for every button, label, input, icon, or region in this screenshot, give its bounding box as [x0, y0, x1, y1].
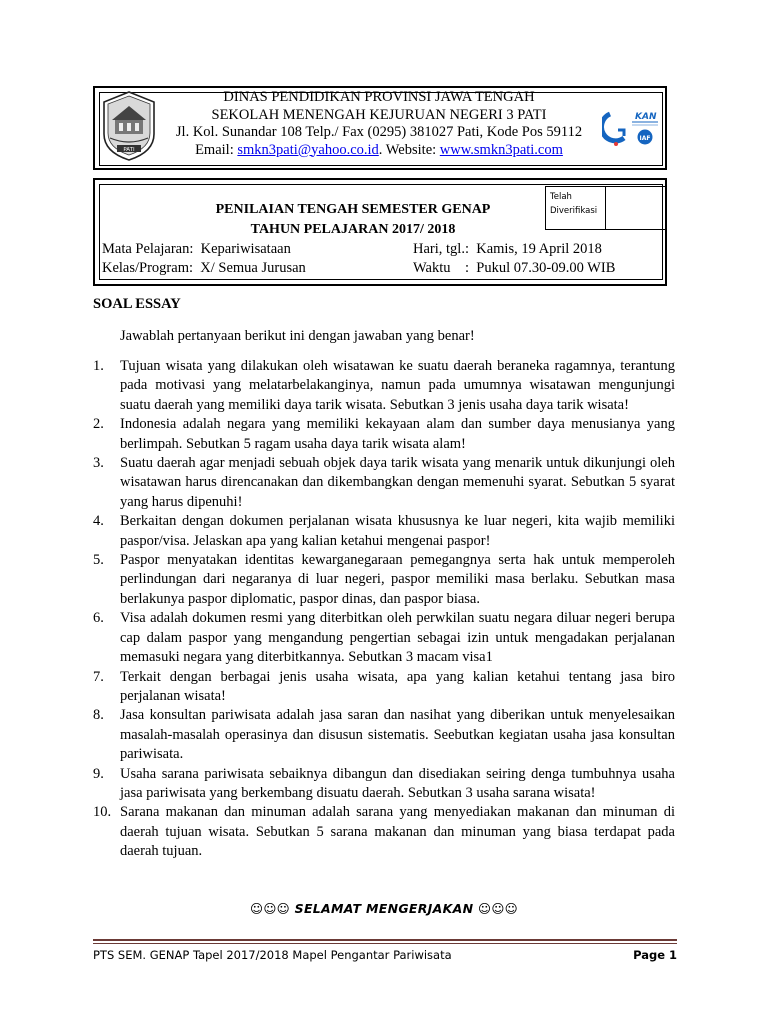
- question-text: Visa adalah dokumen resmi yang diterbitkan oleh perwkilan suatu negara diluar negeri berupa cap dalam paspor yang mengandung pengertian sebagai izin untuk mengadakan perjalanan memasuki negara yang diterbitkannya. Sebutkan 3 macam visa1: [120, 610, 675, 666]
- crest-icon: [100, 90, 158, 162]
- question-text: Terkait dengan berbagai jenis usaha wisata, apa yang kalian ketahui tentang jasa biro perjalanan wisata!: [120, 668, 675, 704]
- school-crest-logo: [100, 90, 158, 162]
- academic-year: TAHUN PELAJARAN 2017/ 2018: [250, 222, 456, 237]
- question-number: 4.: [93, 513, 104, 530]
- svg-text:KAN: KAN: [635, 112, 657, 122]
- website-label: . Website:: [378, 141, 440, 158]
- email-label: Email:: [195, 141, 238, 158]
- question-item: [93, 357, 675, 415]
- question-item: [93, 668, 675, 707]
- letterhead-text: [159, 89, 599, 159]
- question-list: [93, 357, 675, 862]
- question-item: [93, 454, 675, 512]
- question-text: Berkaitan dengan dokumen perjalanan wisata khususnya ke luar negeri, kita wajib memiliki paspor/visa. Jelaskan apa yang kalian ketahui mengenai paspor!: [120, 513, 675, 549]
- email-link[interactable]: smkn3pati@yahoo.co.id: [237, 141, 379, 158]
- school-address: Jl. Kol. Sunandar 108 Telp./ Fax (0295) 381027 Pati, Kode Pos 59112: [175, 124, 583, 140]
- question-item: [93, 512, 675, 551]
- subject-field: Mata Pelajaran: Kepariwisataan: [102, 241, 291, 257]
- certification-icon: [602, 108, 662, 148]
- question-number: 7.: [93, 668, 104, 685]
- question-text: Jasa konsultan pariwisata adalah jasa saran dan nasihat yang diberikan untuk menyelesaikan masalah-masalah operasinya dan disusun sistematis. Seebutkan kegiatan usaha jasa konsultan pariwisata.: [120, 707, 675, 763]
- question-number: 6.: [93, 610, 104, 627]
- question-item: [93, 765, 675, 804]
- question-number: 1.: [93, 358, 104, 374]
- agency-name: DINAS PENDIDIKAN PROVINSI JAWA TENGAH: [223, 89, 535, 105]
- section-title: SOAL ESSAY: [93, 296, 181, 312]
- closing-message: ☺☺☺ SELAMAT MENGERJAKAN ☺☺☺: [250, 901, 518, 916]
- question-item: [93, 551, 675, 609]
- question-number: 2.: [93, 416, 104, 433]
- contact-line: [159, 142, 599, 160]
- verified-label: Telah Diverifikasi: [546, 187, 606, 229]
- date-field: Hari, tgl.: Kamis, 19 April 2018: [413, 241, 602, 257]
- question-number: 10.: [93, 804, 112, 821]
- exam-title: PENILAIAN TENGAH SEMESTER GENAP: [215, 202, 491, 217]
- footer-course-info: PTS SEM. GENAP Tapel 2017/2018 Mapel Pengantar Pariwisata: [93, 948, 452, 962]
- question-number: 5.: [93, 552, 104, 569]
- svg-text:PATI: PATI: [123, 147, 135, 153]
- question-text: Sarana makanan dan minuman adalah sarana yang menyediakan makanan dan minuman di daerah tujuan wisata. Sebutkan 5 sarana makanan dan minuman yang biasa terdapat pada daerah tujuan.: [120, 804, 675, 860]
- question-text: Indonesia adalah negara yang memiliki kekayaan alam dan sumber daya menusianya yang berlimpah. Sebutkan 5 ragam usaha daya tarik wisata alam!: [120, 416, 675, 452]
- question-text: Suatu daerah agar menjadi sebuah objek daya tarik wisata yang menarik untuk dikunjungi oleh wisatawan harus direncanakan dan dikembangkan dengan memenuhi syarat. Sebutkan 5 syarat yang harus dipenuhi!: [120, 455, 675, 510]
- question-item: [93, 415, 675, 454]
- question-number: 8.: [93, 707, 104, 724]
- question-item: [93, 609, 675, 667]
- question-item: [93, 803, 675, 861]
- footer-divider-thick: [93, 939, 677, 941]
- page-footer: [93, 948, 677, 962]
- website-link[interactable]: www.smkn3pati.com: [439, 141, 563, 158]
- verification-signature-box: [606, 187, 666, 229]
- question-text: Paspor menyatakan identitas kewarganegaraan pemegangnya serta hak untuk memperoleh perlindungan dari negaranya di luar negeri, paspor memiliki masa berlaku. Sebutkan masa berlakunya paspor diplomatic, paspor dinas, dan paspor biasa.: [120, 552, 675, 607]
- question-item: [93, 706, 675, 764]
- kan-iaf-certification-logo: [602, 108, 662, 148]
- document-header: [93, 86, 669, 286]
- instruction-text: Jawablah pertanyaan berikut ini dengan jawaban yang benar!: [120, 328, 475, 344]
- school-name: SEKOLAH MENENGAH KEJURUAN NEGERI 3 PATI: [211, 106, 547, 123]
- class-field: Kelas/Program: X/ Semua Jurusan: [102, 260, 306, 276]
- question-text: Usaha sarana pariwisata sebaiknya dibangun dan disediakan seiring denga tumbuhnya usaha jasa pariwisata yang berkembang disuatu daerah. Sebutkan 3 usaha sarana wisata!: [120, 765, 675, 801]
- question-number: 3.: [93, 455, 104, 472]
- svg-text:IAF: IAF: [639, 135, 651, 142]
- question-number: 9.: [93, 765, 104, 782]
- page-number: Page 1: [633, 948, 677, 962]
- time-field: Waktu : Pukul 07.30-09.00 WIB: [413, 260, 616, 276]
- footer-divider-thin: [93, 943, 677, 944]
- question-text: Tujuan wisata yang dilakukan oleh wisatawan ke suatu daerah beraneka ragamnya, terantung pada motivasi yang melatarbelakanginya, namun pada umumnya wisatawan mengunjungi suatu daerah yang memiliki daya tarik wisata. Sebutkan 3 jenis usaha daya tarik wisata!: [120, 358, 675, 413]
